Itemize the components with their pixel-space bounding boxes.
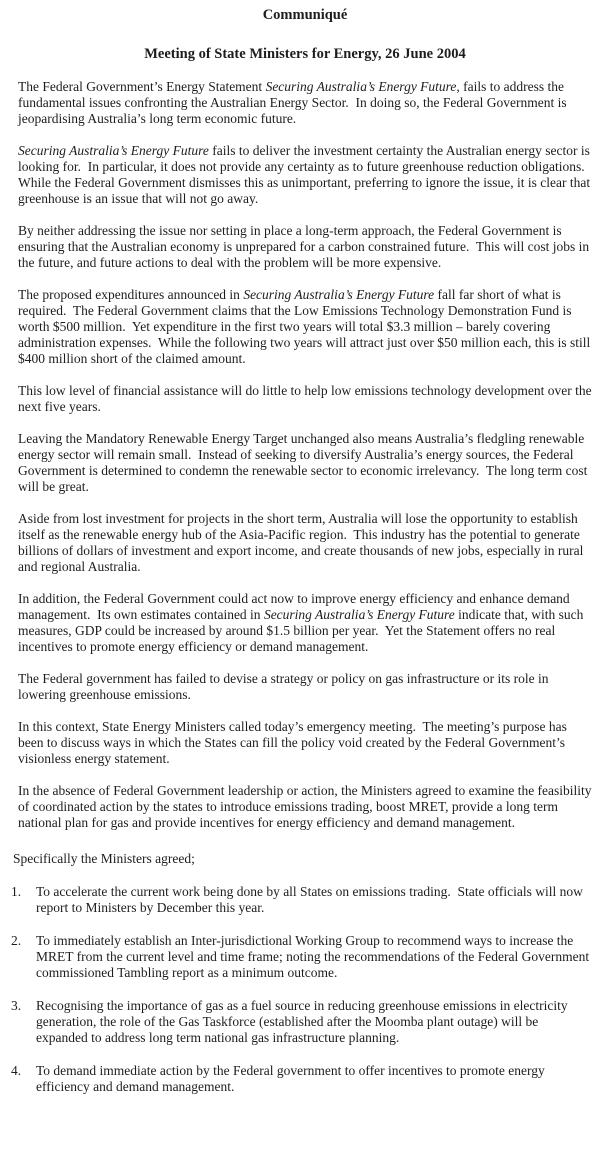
body-paragraphs — [18, 79, 595, 831]
text-run: In addition, the Federal Government could act now to improve energy efficiency and enhance demand management. Its own estimates contained in — [18, 591, 574, 622]
agreement-item — [11, 884, 592, 916]
italic-text: Securing Australia’s Energy Future — [263, 607, 455, 622]
text-run: In the absence of Federal Government leadership or action, the Ministers agreed to examine the feasibility of coordinated action by the states to introduce emissions trading, boost MRET, provide a long term national plan for gas and provide incentives for energy efficiency and demand management. — [18, 783, 595, 830]
body-paragraph — [18, 431, 592, 495]
body-paragraph — [18, 591, 592, 655]
agreement-item-number: 1. — [11, 884, 22, 899]
body-paragraph — [18, 383, 595, 415]
body-paragraph — [18, 79, 592, 127]
agreement-item-number: 4. — [11, 1063, 22, 1078]
text-run: By neither addressing the issue nor setting in place a long-term approach, the Federal Government is ensuring that the Australian economy is unprepared for a carbon constrained future. This will cost jobs in the future, and future actions to deal with the problem will be more expensive. — [18, 223, 593, 270]
text-run: fails to deliver the investment certainty the Australian energy sector is looking for. In particular, it does not provide any certainty as to future greenhouse reduction obligations. While the Federal Government dismisses this as unimportant, preferring to ignore the issue, it is clear that greenhouse is an issue that will not go away. — [18, 143, 594, 206]
agreement-item — [11, 933, 592, 981]
body-paragraph — [18, 143, 592, 207]
body-paragraph — [18, 511, 592, 575]
agreement-item-text: To immediately establish an Inter-jurisdictional Working Group to recommend ways to increase the MRET from the current level and time frame; noting the recommendations of the Federal Government commissioned Tambling report as a minimum outcome. — [36, 933, 593, 980]
text-run: In this context, State Energy Ministers called today’s emergency meeting. The meeting’s purpose has been to discuss ways in which the States can fill the policy void created by the Federal Government’s visionless energy statement. — [18, 719, 571, 766]
agreement-item-number: 2. — [11, 933, 22, 948]
agreement-item-text: To demand immediate action by the Federal government to offer incentives to promote energy efficiency and demand management. — [36, 1063, 549, 1094]
text-run: Leaving the Mandatory Renewable Energy Target unchanged also means Australia’s fledgling renewable energy sector will remain small. Instead of seeking to diversify Australia’s energy sources, the Federal Government is determined to condemn the renewable sector to economic irrelevancy. The long term cost will be great. — [18, 431, 591, 494]
agreement-item — [11, 1063, 592, 1095]
document-subtitle: Meeting of State Ministers for Energy, 26 June 2004 — [144, 46, 466, 62]
text-run: fall far short of what is required. The Federal Government claims that the Low Emissions Technology Demonstration Fund is worth $500 million. Yet expenditure in the first two years will total $3.3 million – barely covering administration expenses. While the following two years will attract just over $50 million each, this is still $400 million short of the claimed amount. — [18, 287, 594, 366]
text-run: The Federal Government’s Energy Statement — [18, 79, 266, 94]
body-paragraph — [18, 671, 592, 703]
text-run: Aside from lost investment for projects in the short term, Australia will lose the opportunity to establish itself as the renewable energy hub of the Asia-Pacific region. This industry has the potential to generate billions of dollars of investment and export income, and create thousands of new jobs, especially in rural and regional Australia. — [18, 511, 587, 574]
agreement-item-text: Recognising the importance of gas as a fuel source in reducing greenhouse emissions in electricity generation, the role of the Gas Taskforce (established after the Moomba plant outage) will be expanded to address long term national gas infrastructure planning. — [36, 998, 571, 1045]
body-paragraph — [18, 719, 592, 767]
agreement-item-number: 3. — [11, 998, 22, 1013]
body-paragraph — [18, 783, 595, 831]
text-run: , fails to address the fundamental issues confronting the Australian Energy Sector. In doing so, the Federal Government is jeopardising Australia’s long term economic future. — [18, 79, 571, 126]
body-paragraph — [18, 223, 592, 271]
italic-text: Securing Australia’s Energy Future — [265, 79, 457, 94]
agreement-item-text: To accelerate the current work being done by all States on emissions trading. State officials will now report to Ministers by December this year. — [36, 884, 587, 915]
text-run: The proposed expenditures announced in — [18, 287, 244, 302]
agreement-list — [11, 884, 592, 1095]
agreement-intro: Specifically the Ministers agreed; — [13, 851, 195, 866]
italic-text: Securing Australia’s Energy Future — [243, 287, 435, 302]
text-run: The Federal government has failed to devise a strategy or policy on gas infrastructure or its role in lowering greenhouse emissions. — [18, 671, 552, 702]
text-run: This low level of financial assistance will do little to help low emissions technology development over the next five years. — [18, 383, 595, 414]
italic-text: Securing Australia’s Energy Future — [18, 143, 209, 158]
agreement-item — [11, 998, 592, 1046]
body-paragraph — [18, 287, 592, 367]
document-title: Communiqué — [262, 7, 348, 23]
text-run: indicate that, with such measures, GDP could be increased by around $1.5 billion per year. Yet the Statement offers no real incentives to promote energy efficiency or demand management. — [18, 607, 587, 654]
